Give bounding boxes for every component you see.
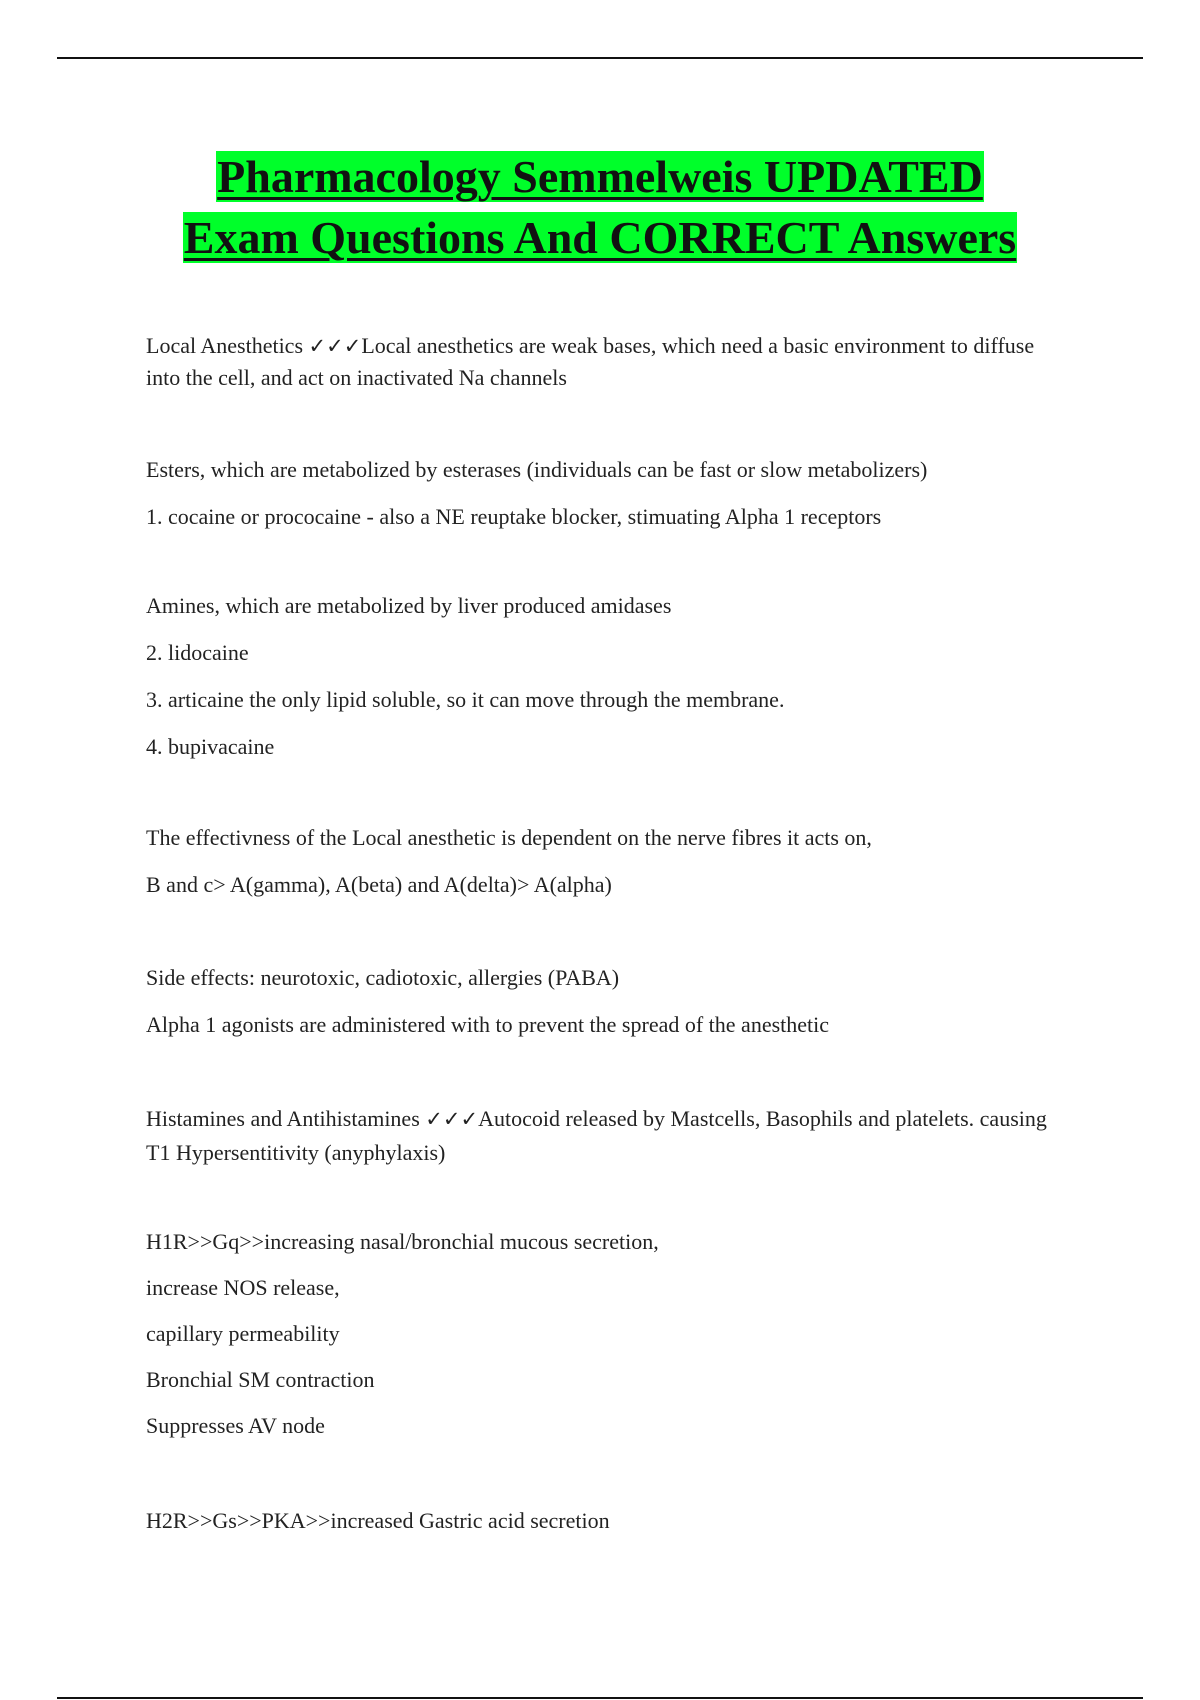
text-line: The effectivness of the Local anesthetic is dependent on the nerve fibres it acts on, (146, 825, 872, 850)
answer-text: Autocoid released by Mastcells, Basophils and platelets. causing T1 Hypersentitivity (anyphylaxis) (146, 1106, 1047, 1165)
side-effects-section (146, 962, 1066, 1041)
list-item: 3. articaine the only lipid soluble, so it can move through the membrane. (146, 687, 785, 712)
amines-section (146, 590, 1066, 763)
text-line: Alpha 1 agonists are administered with to prevent the spread of the anesthetic (146, 1012, 830, 1037)
esters-section (146, 454, 1066, 533)
question-term: Histamines and Antihistamines (146, 1106, 426, 1131)
text-line: H2R>>Gs>>PKA>>increased Gastric acid secretion (146, 1508, 610, 1533)
text-line: Amines, which are metabolized by liver produced amidases (146, 593, 672, 618)
question-term: Local Anesthetics (146, 333, 309, 358)
bottom-rule (57, 1697, 1143, 1699)
title-line-2: Exam Questions And CORRECT Answers (183, 212, 1017, 263)
qa-local-anesthetics (146, 330, 1066, 393)
document-title (0, 146, 1200, 268)
text-line: capillary permeability (146, 1321, 340, 1346)
text-line: Esters, which are metabolized by esterases (individuals can be fast or slow metabolizers) (146, 457, 928, 482)
h1r-section (146, 1226, 1066, 1442)
h2r-section (146, 1505, 1066, 1537)
list-item: 1. cocaine or prococaine - also a NE reuptake blocker, stimuating Alpha 1 receptors (146, 504, 882, 529)
title-line-1: Pharmacology Semmelweis UPDATED (217, 151, 983, 202)
top-rule (57, 57, 1143, 59)
text-line: Bronchial SM contraction (146, 1367, 375, 1392)
list-item: 4. bupivacaine (146, 734, 275, 759)
text-line: Side effects: neurotoxic, cadiotoxic, allergies (PABA) (146, 965, 620, 990)
checkmark-icon: ✓✓✓ (308, 334, 362, 358)
text-line: H1R>>Gq>>increasing nasal/bronchial mucous secretion, (146, 1229, 659, 1254)
answer-text: Local anesthetics are weak bases, which need a basic environment to diffuse into the cell, and act on inactivated Na channels (146, 333, 1035, 390)
text-line: B and c> A(gamma), A(beta) and A(delta)> A(alpha) (146, 872, 612, 897)
text-line: Suppresses AV node (146, 1413, 325, 1438)
list-item: 2. lidocaine (146, 640, 249, 665)
qa-histamines (146, 1102, 1066, 1169)
checkmark-icon: ✓✓✓ (425, 1107, 479, 1131)
effectiveness-section (146, 822, 1066, 901)
text-line: increase NOS release, (146, 1275, 340, 1300)
